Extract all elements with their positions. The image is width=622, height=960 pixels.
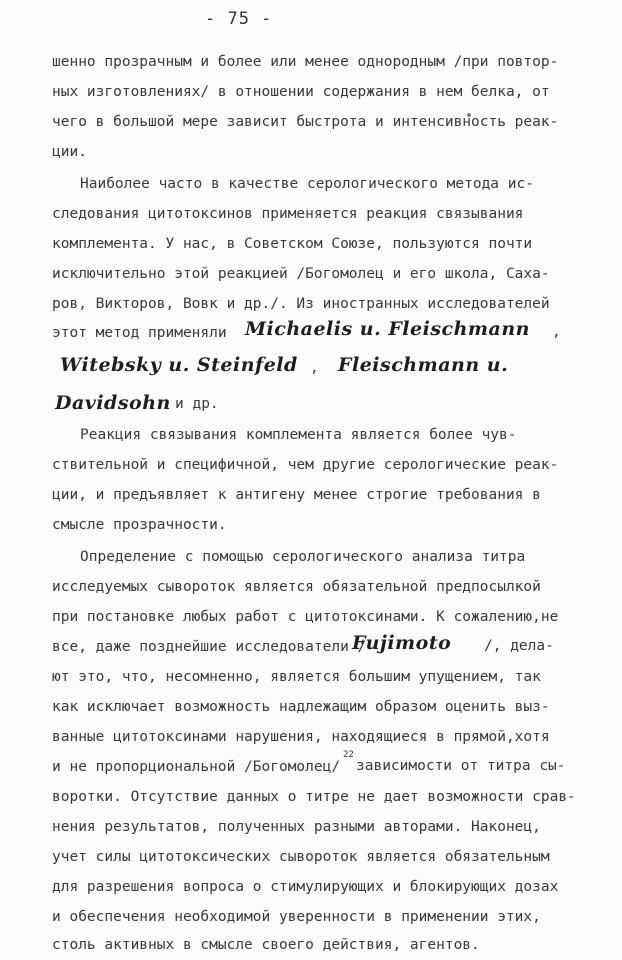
footnote-mark: 22 [343, 750, 354, 760]
text-line: столь активных в смысле своего действия, агентов. [52, 937, 480, 953]
text-line: зависимости от титра сы- [356, 758, 566, 774]
handwritten-name: Michaelis u. Fleischmann [245, 318, 530, 340]
text-line: Наиболее часто в качестве серологического метода ис- [80, 176, 534, 192]
text-line: ров, Викторов, Вовк и др./. Из иностранных исследователей [52, 296, 550, 312]
text-line: ции, и предъявляет к антигену менее строгие требования в [52, 487, 541, 503]
text-line: смысле прозрачности. [52, 517, 227, 533]
text-line: учет силы цитотоксических сывороток является обязательным [52, 849, 550, 865]
text-line: нения результатов, полученных разными авторами. Наконец, [52, 819, 541, 835]
handwritten-name: Witebsky u. Steinfeld [60, 354, 298, 376]
text-line: чего в большой мере зависит быстрота и интенсивность реак- [52, 114, 559, 130]
text-line: этот метод применяли [52, 325, 227, 341]
text-line: Определение с помощью серологического анализа титра [80, 549, 526, 565]
text-line: Реакция связывания комплемента является более чув- [80, 427, 517, 443]
punctuation: , [310, 360, 319, 376]
text-line: как исключает возможность надлежащим образом оценить выз- [52, 699, 550, 715]
text-line: ют это, что, несомненно, является большим упущением, так [52, 669, 541, 685]
text-line: шенно прозрачным и более или менее однородным /при повтор- [52, 54, 559, 70]
text-line: ции. [52, 144, 87, 160]
text-line: ных изготовлениях/ в отношении содержания в нем белка, от [52, 84, 550, 100]
text-line: и обеспечения необходимой уверенности в применении этих, [52, 909, 541, 925]
text-line: и др. [175, 396, 219, 412]
text-line: воротки. Отсутствие данных о титре не дает возможности срав- [52, 789, 576, 805]
handwritten-name: Davidsohn [55, 392, 171, 414]
handwritten-name: Fujimoto [352, 632, 452, 654]
text-line: исследуемых сывороток является обязательной предпосылкой [52, 579, 541, 595]
text-line: и не пропорциональной /Богомолец/ [52, 759, 341, 775]
text-line: все, даже позднейшие исследователи / [52, 639, 367, 655]
text-line: для разрешения вопроса о стимулирующих и блокирующих дозах [52, 879, 559, 895]
text-line: /, дела- [484, 638, 554, 654]
page-number: - 75 - [205, 9, 273, 29]
text-line: при постановке любых работ с цитотоксинами. К сожалению,не [52, 609, 559, 625]
handwritten-name: Fleischmann u. [338, 354, 509, 376]
text-line: ствительной и специфичной, чем другие серологические реак- [52, 457, 559, 473]
text-line: комплемента. У нас, в Советском Союзе, пользуются почти [52, 236, 533, 252]
text-line: ванные цитотоксинами нарушения, находящиеся в прямой,хотя [52, 729, 550, 745]
text-line: следования цитотоксинов применяется реакция связывания [52, 206, 524, 222]
punctuation: , [552, 324, 561, 340]
text-line: исключительно этой реакцией /Богомолец и его школа, Саха- [52, 266, 550, 282]
